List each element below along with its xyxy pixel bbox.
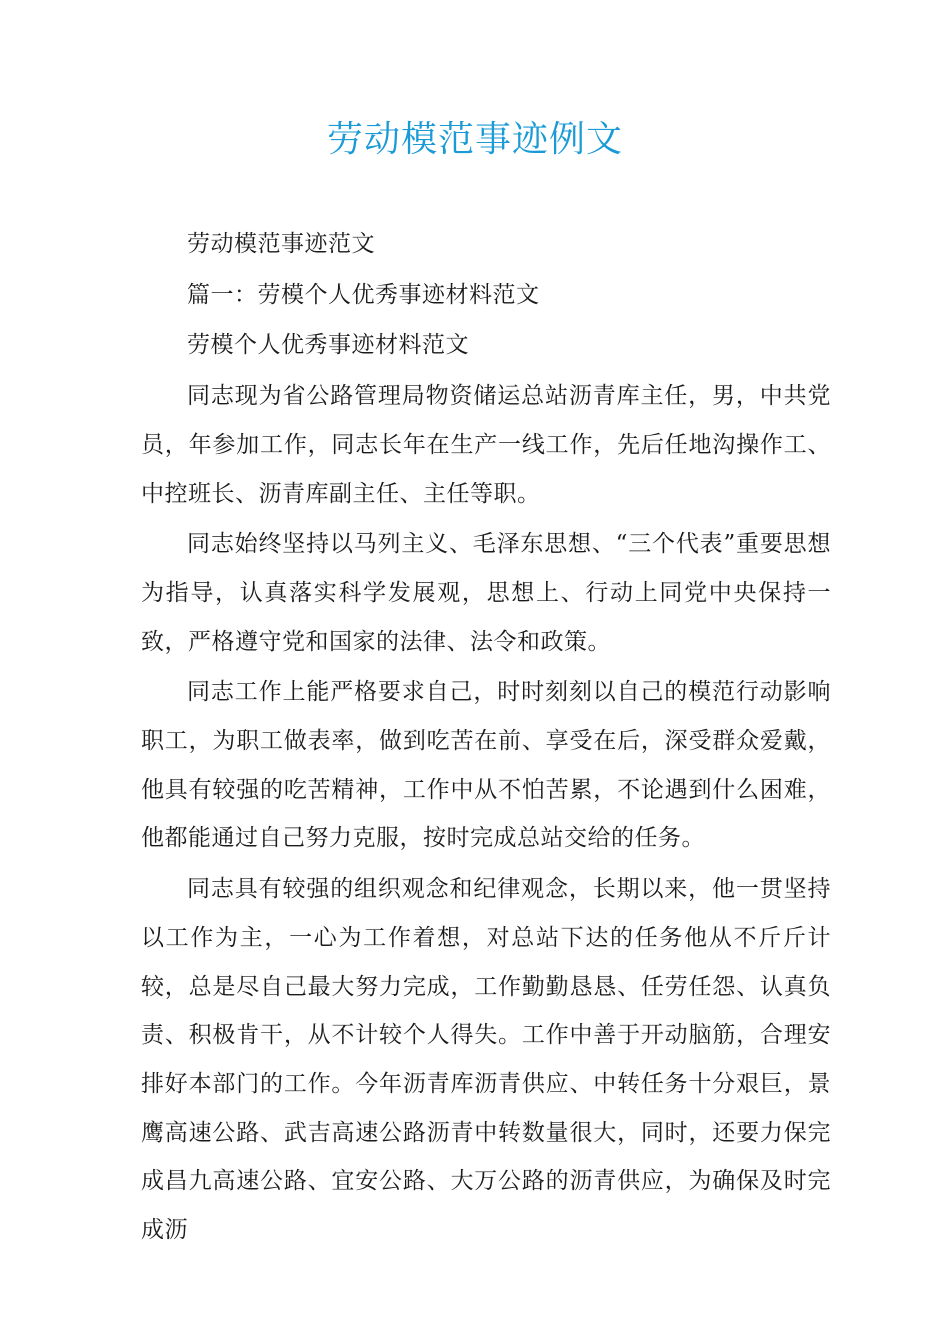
paragraph: 同志始终坚持以马列主义、毛泽东思想、“三个代表”重要思想为指导，认真落实科学发展观，思想上、行动上同党中央保持一致，严格遵守党和国家的法律、法令和政策。 [141, 531, 831, 655]
paragraph-section-title: 篇一：劳模个人优秀事迹材料范文 [187, 281, 540, 308]
paragraph: 同志具有较强的组织观念和纪律观念，长期以来，他一贯坚持以工作为主，一心为工作着想，对总站下达的任务他从不斤斤计较，总是尽自己最大努力完成，工作勤勤恳恳、任劳任怨、认真负责、积极肯干，从不计较个人得失。工作中善于开动脑筋，合理安排好本部门的工作。今年沥青库沥青供应、中转任务十分艰巨，景鹰高速公路、武吉高速公路沥青中转数量很大，同时，还要力保完成昌九高速公路、宜安公路、大万公路的沥青供应，为确保及时完成沥 [141, 876, 831, 1244]
document-title: 劳动模范事迹例文 [326, 119, 623, 160]
paragraph-subtitle: 劳模个人优秀事迹材料范文 [187, 332, 469, 359]
document-body [141, 220, 831, 1257]
paragraph: 同志现为省公路管理局物资储运总站沥青库主任，男，中共党员，年参加工作，同志长年在生产一线工作，先后任地沟操作工、中控班长、沥青库副主任、主任等职。 [141, 383, 831, 507]
paragraph-heading: 劳动模范事迹范文 [187, 231, 375, 257]
paragraph: 同志工作上能严格要求自己，时时刻刻以自己的模范行动影响职工，为职工做表率，做到吃苦在前、享受在后，深受群众爱戴，他具有较强的吃苦精神，工作中从不怕苦累，不论遇到什么困难，他都能通过自己努力克服，按时完成总站交给的任务。 [141, 679, 831, 852]
